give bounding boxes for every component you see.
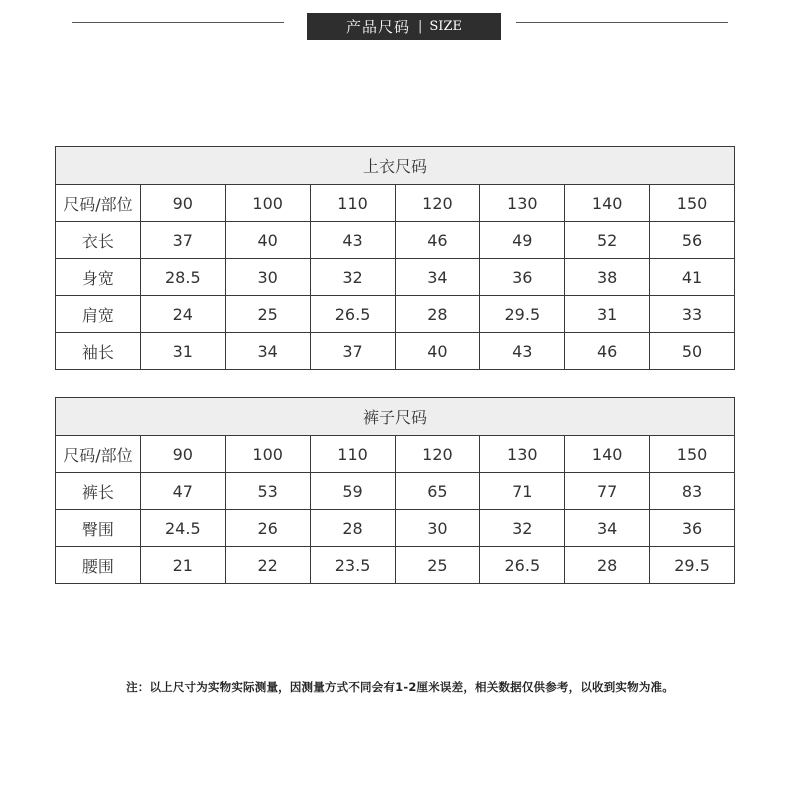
column-header: 90 (140, 436, 225, 473)
table-cell: 34 (225, 333, 310, 370)
table-cell: 36 (480, 259, 565, 296)
table-title: 上衣尺码 (56, 147, 735, 185)
table-row (56, 222, 735, 259)
section-header-badge (307, 13, 501, 40)
table-title: 裤子尺码 (56, 398, 735, 436)
table-cell: 34 (395, 259, 480, 296)
table-cell: 53 (225, 473, 310, 510)
table-cell: 26.5 (480, 547, 565, 584)
table-cell: 28.5 (140, 259, 225, 296)
table-cell: 50 (650, 333, 735, 370)
table-cell: 52 (565, 222, 650, 259)
header-separator: | (418, 19, 424, 34)
table-cell: 33 (650, 296, 735, 333)
column-header: 100 (225, 185, 310, 222)
table-title-row (56, 147, 735, 185)
table-row (56, 473, 735, 510)
column-header: 150 (650, 185, 735, 222)
table-cell: 71 (480, 473, 565, 510)
table-cell: 31 (140, 333, 225, 370)
table-cell: 24.5 (140, 510, 225, 547)
row-label: 身宽 (56, 259, 141, 296)
table-cell: 40 (225, 222, 310, 259)
table-cell: 30 (395, 510, 480, 547)
table-cell: 83 (650, 473, 735, 510)
bottom-size-table (55, 397, 735, 584)
row-label: 袖长 (56, 333, 141, 370)
row-label: 臀围 (56, 510, 141, 547)
column-header: 100 (225, 436, 310, 473)
table-cell: 29.5 (650, 547, 735, 584)
table-cell: 46 (395, 222, 480, 259)
row-label: 肩宽 (56, 296, 141, 333)
column-header: 130 (480, 185, 565, 222)
table-header-row (56, 436, 735, 473)
table-cell: 32 (480, 510, 565, 547)
table-cell: 28 (310, 510, 395, 547)
row-label: 衣长 (56, 222, 141, 259)
table-cell: 24 (140, 296, 225, 333)
table-cell: 21 (140, 547, 225, 584)
table-cell: 37 (140, 222, 225, 259)
table-cell: 43 (310, 222, 395, 259)
table-row (56, 547, 735, 584)
row-label: 裤长 (56, 473, 141, 510)
table-cell: 38 (565, 259, 650, 296)
table-row (56, 259, 735, 296)
table-cell: 40 (395, 333, 480, 370)
table-cell: 30 (225, 259, 310, 296)
table-cell: 47 (140, 473, 225, 510)
column-header: 尺码/部位 (56, 185, 141, 222)
table-cell: 46 (565, 333, 650, 370)
table-row (56, 296, 735, 333)
table-cell: 26 (225, 510, 310, 547)
table-cell: 26.5 (310, 296, 395, 333)
table-cell: 32 (310, 259, 395, 296)
column-header: 90 (140, 185, 225, 222)
table-cell: 28 (565, 547, 650, 584)
column-header: 140 (565, 436, 650, 473)
table-cell: 49 (480, 222, 565, 259)
disclaimer-note: 注：以上尺寸为实物实际测量，因测量方式不同会有1-2厘米误差，相关数据仅供参考，以收到实物为准。 (126, 680, 674, 694)
table-cell: 28 (395, 296, 480, 333)
header-divider-right (516, 22, 728, 23)
column-header: 尺码/部位 (56, 436, 141, 473)
table-row (56, 333, 735, 370)
column-header: 130 (480, 436, 565, 473)
top-size-table (55, 146, 735, 370)
column-header: 110 (310, 185, 395, 222)
column-header: 110 (310, 436, 395, 473)
column-header: 150 (650, 436, 735, 473)
table-cell: 59 (310, 473, 395, 510)
table-cell: 29.5 (480, 296, 565, 333)
table-title-row (56, 398, 735, 436)
table-cell: 77 (565, 473, 650, 510)
table-cell: 25 (225, 296, 310, 333)
header-divider-left (72, 22, 284, 23)
table-cell: 43 (480, 333, 565, 370)
table-cell: 25 (395, 547, 480, 584)
column-header: 120 (395, 185, 480, 222)
column-header: 140 (565, 185, 650, 222)
table-cell: 65 (395, 473, 480, 510)
header-title-cn: 产品尺码 (346, 18, 411, 36)
table-cell: 37 (310, 333, 395, 370)
table-cell: 34 (565, 510, 650, 547)
column-header: 120 (395, 436, 480, 473)
table-row (56, 510, 735, 547)
table-header-row (56, 185, 735, 222)
header-title-en: SIZE (429, 19, 462, 34)
table-cell: 41 (650, 259, 735, 296)
table-cell: 23.5 (310, 547, 395, 584)
table-cell: 36 (650, 510, 735, 547)
table-cell: 56 (650, 222, 735, 259)
row-label: 腰围 (56, 547, 141, 584)
table-cell: 22 (225, 547, 310, 584)
table-cell: 31 (565, 296, 650, 333)
